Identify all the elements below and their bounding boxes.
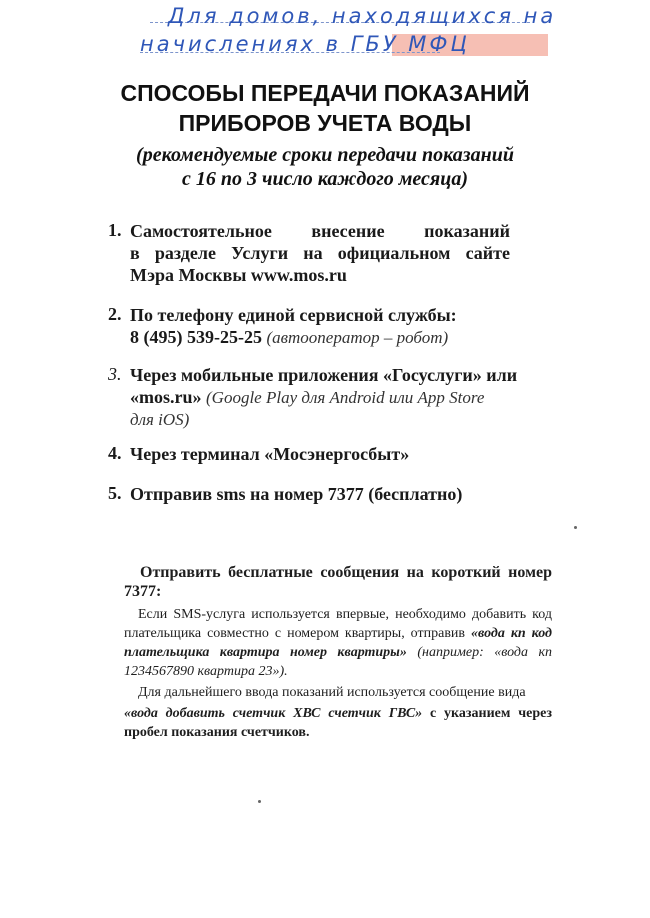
item-text: Отправив sms на номер 7377 (бесплатно) xyxy=(130,484,463,504)
item-text xyxy=(130,364,570,431)
item-line: Через мобильные приложения «Госуслуги» или xyxy=(130,365,518,385)
item-number: 5. xyxy=(108,483,122,503)
item-text xyxy=(130,220,570,286)
sms-paragraph xyxy=(124,605,552,681)
item-number: 1. xyxy=(108,220,122,240)
scan-speck xyxy=(258,800,261,803)
item-number: 3. xyxy=(108,364,122,384)
item-note: (Google Play для Android или App Store xyxy=(206,388,485,407)
item-number: 2. xyxy=(108,304,122,324)
document-subtitle xyxy=(0,143,650,191)
scan-speck xyxy=(574,526,577,529)
document-title xyxy=(0,78,650,138)
sms-text: с указанием через пробел показания счетчиков. xyxy=(124,706,552,740)
title-line: СПОСОБЫ ПЕРЕДАЧИ ПОКАЗАНИЙ xyxy=(120,80,530,106)
app-name: «mos.ru» xyxy=(130,387,202,407)
sms-heading: Отправить бесплатные сообщения на короткий номер 7377: xyxy=(124,564,552,600)
phone-number: 8 (495) 539-25-25 xyxy=(130,327,262,347)
item-line: По телефону единой сервисной службы: xyxy=(130,305,457,325)
item-line: Самостоятельное внесение показаний xyxy=(130,221,510,241)
subtitle-line: с 16 по 3 число каждого месяца) xyxy=(181,168,469,190)
item-line: в разделе Услуги на официальном сайте xyxy=(130,243,510,263)
sms-text: Если SMS-услуга используется впервые, необходимо добавить код плательщика совместно с номером квартиры, отправив xyxy=(124,607,552,641)
sms-paragraph xyxy=(124,704,552,742)
sms-instructions xyxy=(124,563,552,742)
handwritten-note-line: начислениях в ГБУ МФЦ xyxy=(140,32,470,56)
sms-paragraph: Для дальнейшего ввода показаний используется сообщение вида xyxy=(138,685,526,700)
subtitle-line: (рекомендуемые сроки передачи показаний xyxy=(136,144,514,166)
sms-command: «вода добавить счетчик ХВС счетчик ГВС» xyxy=(124,706,423,721)
sms-command: «вода кп код плательщика квартира номер квартиры» xyxy=(124,626,552,660)
item-note: (автооператор – робот) xyxy=(266,328,449,347)
handwritten-note-line: Для домов, находящихся на xyxy=(168,4,557,28)
sms-example: (например: «вода кп 1234567890 квартира 23»). xyxy=(124,645,552,679)
item-line xyxy=(130,386,570,409)
item-line: Мэра Москвы www.mos.ru xyxy=(130,265,347,285)
item-text: Через терминал «Мосэнергосбыт» xyxy=(130,444,410,464)
title-line: ПРИБОРОВ УЧЕТА ВОДЫ xyxy=(178,110,472,136)
item-text xyxy=(130,304,570,349)
item-number: 4. xyxy=(108,443,122,463)
item-line xyxy=(130,326,570,349)
item-note: для iOS) xyxy=(130,410,190,429)
